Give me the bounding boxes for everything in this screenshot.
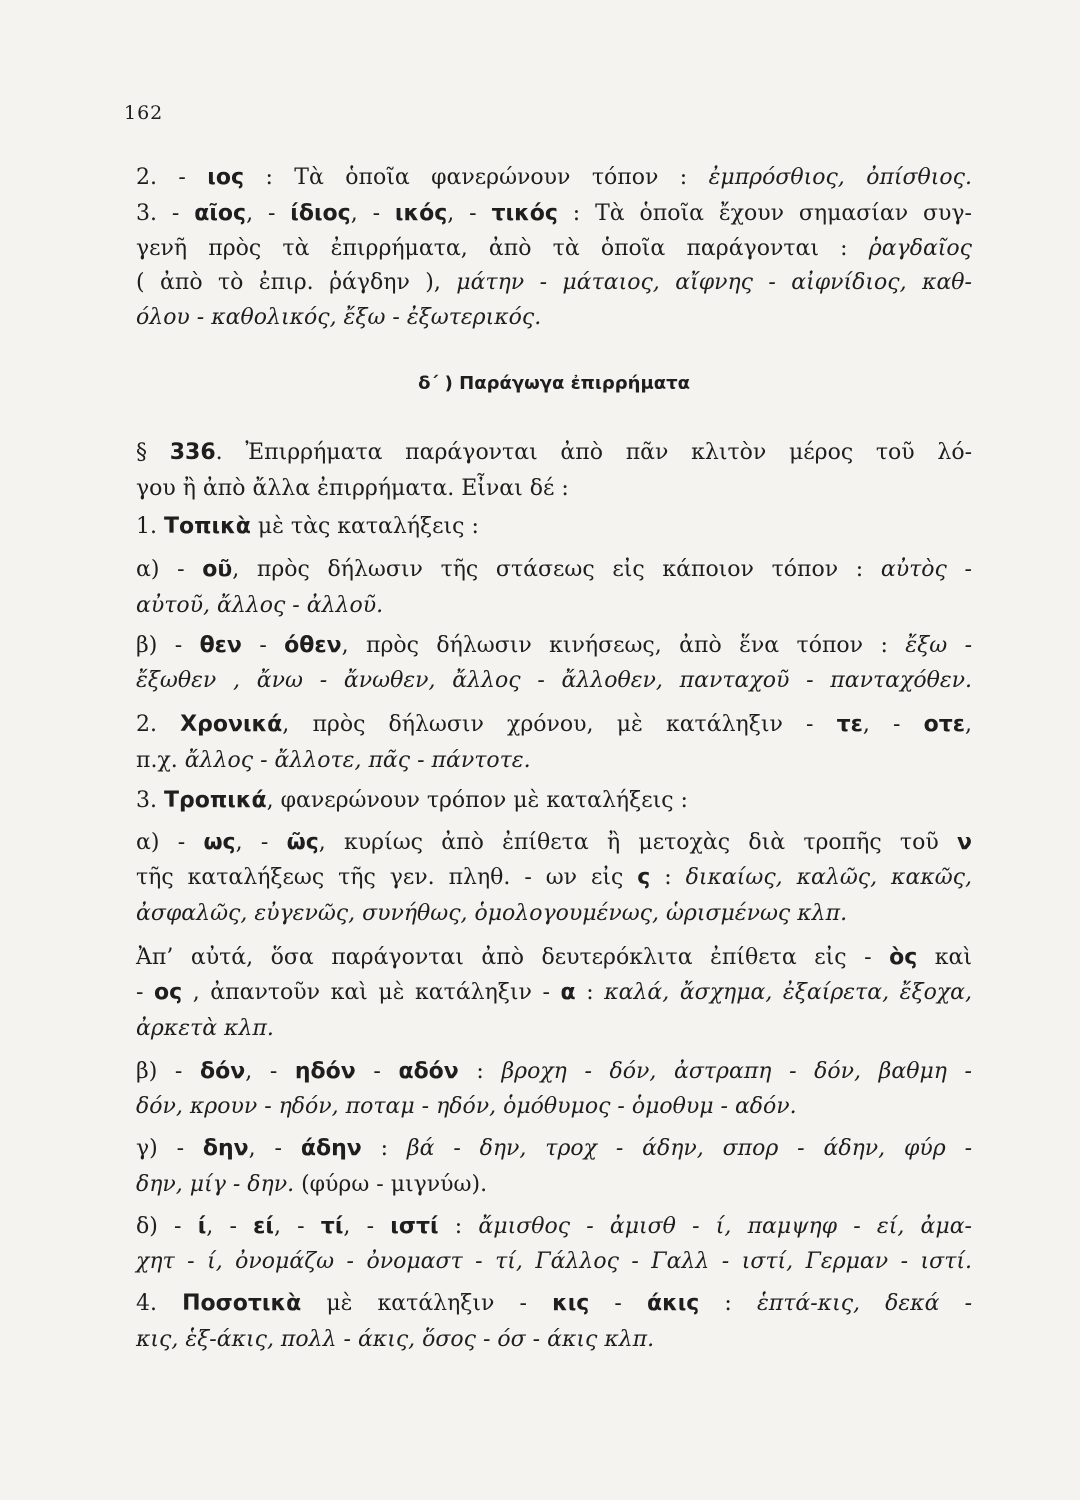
text-segment: , -: [343, 1214, 391, 1239]
text-line: [136, 303, 972, 333]
text-segment: δην: [202, 1136, 249, 1161]
text-segment: δόν, κρουν - ηδόν, ποταμ - ηδόν, ὁμόθυμος - ὁμοθυμ - αδόν.: [136, 1094, 797, 1119]
text-segment: π.χ.: [136, 748, 185, 773]
text-segment: :: [361, 1136, 407, 1161]
text-line: [136, 1212, 972, 1242]
text-segment: , -: [235, 830, 287, 855]
text-segment: άδην: [300, 1136, 362, 1161]
text-segment: ἀσφαλῶς, εὐγενῶς, συνήθως, ὁμολογουμένως, ὡρισμένως κλπ.: [136, 901, 848, 926]
text-segment: ίδιος: [290, 201, 351, 226]
text-segment: δικαίως, καλῶς, κακῶς,: [685, 865, 972, 890]
text-segment: 1.: [136, 514, 164, 539]
text-segment: -: [136, 980, 155, 1005]
text-segment: -: [589, 1291, 647, 1316]
text-segment: , φανερώνουν τρόπον μὲ καταλήξεις :: [266, 788, 688, 813]
text-line: [136, 474, 972, 504]
text-line: [136, 1014, 972, 1044]
text-segment: βά - δην, τροχ - άδην, σπορ - άδην, φύρ -: [406, 1136, 973, 1161]
section-heading: [136, 369, 972, 399]
text-segment: καλά, ἄσχημα, ἐξαίρετα, ἔξοχα,: [604, 980, 972, 1005]
text-line: [136, 1289, 972, 1319]
text-line: [136, 512, 972, 542]
text-segment: :: [458, 1059, 502, 1084]
text-segment: καὶ: [917, 945, 973, 970]
text-segment: : Τὰ ὁποῖα ἔχουν σημασίαν συγ-: [557, 201, 972, 226]
text-segment: , -: [246, 201, 291, 226]
text-segment: 4.: [136, 1291, 183, 1316]
text-segment: αδόν: [398, 1059, 459, 1084]
text-segment: αῖος: [194, 201, 247, 226]
text-segment: :: [438, 1214, 479, 1239]
text-segment: ιστί: [390, 1214, 439, 1239]
text-line: [136, 863, 972, 893]
text-segment: ἔξωθεν , ἄνω - ἄνωθεν, ἄλλος - ἄλλοθεν, πανταχοῦ - πανταχόθεν.: [136, 668, 972, 693]
text-segment: ικός: [394, 201, 448, 226]
text-segment: 336: [169, 440, 216, 465]
text-segment: -: [241, 633, 285, 658]
text-line: [136, 163, 972, 193]
text-segment: τῆς καταλήξεως τῆς γεν. πληθ. - ων εἰς: [136, 865, 638, 890]
text-line: [136, 438, 972, 468]
text-segment: α: [560, 980, 576, 1005]
text-segment: γ) -: [136, 1136, 203, 1161]
text-segment: , -: [447, 201, 492, 226]
text-segment: γενῆ πρὸς τὰ ἐπιρρήματα, ἀπὸ τὰ ὁποῖα παράγονται :: [136, 236, 869, 261]
text-segment: ος: [154, 980, 183, 1005]
text-segment: ἄμισθος - ἀμισθ - ί, παμψηφ - εί, ἀμα-: [478, 1214, 972, 1239]
text-segment: ἐμπρόσθιος, ὀπίσθιος.: [708, 165, 972, 190]
text-segment: ,: [965, 712, 973, 737]
text-segment: , -: [273, 1214, 321, 1239]
text-line: [136, 786, 972, 816]
text-segment: κις: [552, 1291, 590, 1316]
text-segment: αὐτοῦ, ἄλλος - ἀλλοῦ.: [136, 593, 384, 618]
text-segment: Ἀπ’ αὐτά, ὅσα παράγονται ἀπὸ δευτερόκλιτα ἐπίθετα εἰς -: [136, 945, 890, 970]
text-segment: 2. -: [136, 165, 208, 190]
text-line: [136, 978, 972, 1008]
text-line: [136, 591, 972, 621]
text-line: [136, 1247, 972, 1277]
text-segment: Τροπικά: [163, 788, 267, 813]
text-line: [136, 666, 972, 696]
text-segment: , -: [245, 1059, 295, 1084]
text-segment: χητ - ί, ὀνομάζω - ὀνομαστ - τί, Γάλλος - Γαλλ - ιστί, Γερμαν - ιστί.: [136, 1249, 972, 1274]
text-segment: β) -: [136, 633, 200, 658]
text-segment: -: [355, 1059, 399, 1084]
text-segment: ἀρκετὰ κλπ.: [136, 1016, 274, 1041]
text-segment: αὐτὸς -: [880, 557, 972, 582]
text-segment: 2.: [136, 712, 181, 737]
text-segment: , -: [206, 1214, 254, 1239]
text-segment: ἑπτά-κις, δεκά -: [756, 1291, 973, 1316]
text-segment: , πρὸς δήλωσιν τῆς στάσεως εἰς κάποιον τόπον :: [232, 557, 881, 582]
text-segment: :: [575, 980, 605, 1005]
text-segment: §: [136, 440, 170, 465]
text-segment: μάτην - μάταιος, αἴφνης - αἰφνίδιος, καθ-: [456, 270, 972, 295]
text-segment: , κυρίως ἀπὸ ἐπίθετα ἢ μετοχὰς διὰ τροπῆς τοῦ: [318, 830, 957, 855]
text-segment: δ΄ ) Παράγωγα ἐπιρρήματα: [418, 373, 690, 394]
text-segment: κις, ἑξ-άκις, πολλ - άκις, ὅσος - όσ - άκις κλπ.: [136, 1327, 655, 1352]
text-segment: , -: [862, 712, 924, 737]
text-line: [136, 199, 972, 229]
text-segment: α) -: [136, 557, 203, 582]
text-line: [136, 234, 972, 264]
text-segment: ηδόν: [294, 1059, 356, 1084]
text-segment: όθεν: [284, 633, 342, 658]
text-segment: :: [699, 1291, 757, 1316]
text-segment: οῦ: [202, 557, 233, 582]
text-segment: δην, μίγ - δην.: [136, 1172, 295, 1197]
text-segment: , -: [350, 201, 395, 226]
text-line: [136, 710, 972, 740]
text-segment: τί: [320, 1214, 344, 1239]
text-segment: (φύρω - μιγνύω).: [294, 1172, 488, 1197]
text-segment: 3. -: [136, 201, 195, 226]
text-segment: μὲ κατάληξιν -: [301, 1291, 553, 1316]
text-segment: :: [650, 865, 686, 890]
text-segment: ως: [203, 830, 236, 855]
text-segment: : Τὰ ὁποῖα φανερώνουν τόπον :: [244, 165, 709, 190]
text-segment: τικός: [491, 201, 558, 226]
text-segment: α) -: [136, 830, 204, 855]
text-segment: Χρονικά: [180, 712, 283, 737]
text-segment: 3.: [136, 788, 164, 813]
text-segment: β) -: [136, 1059, 200, 1084]
text-segment: ν: [957, 830, 972, 855]
text-line: [136, 1057, 972, 1087]
text-segment: , πρὸς δήλωσιν χρόνου, μὲ κατάληξιν -: [282, 712, 837, 737]
text-segment: ιος: [207, 165, 245, 190]
text-segment: εί: [253, 1214, 274, 1239]
text-segment: ἄλλος - ἄλλοτε, πᾶς - πάντοτε.: [184, 748, 531, 773]
text-segment: ῶς: [286, 830, 319, 855]
text-segment: οτε: [923, 712, 966, 737]
text-line: [136, 899, 972, 929]
text-segment: , -: [248, 1136, 301, 1161]
text-segment: . Ἐπιρρήματα παράγονται ἀπὸ πᾶν κλιτὸν μέρος τοῦ λό-: [215, 440, 973, 465]
text-segment: ἔξω -: [905, 633, 973, 658]
text-segment: ί: [197, 1214, 207, 1239]
text-segment: Ποσοτικὰ: [182, 1291, 302, 1316]
text-segment: δόν: [199, 1059, 246, 1084]
text-segment: βροχη - δόν, ἀστραπη - δόν, βαθμη -: [501, 1059, 972, 1084]
text-segment: μὲ τὰς καταλήξεις :: [250, 514, 479, 539]
text-line: [136, 1134, 972, 1164]
text-segment: άκις: [646, 1291, 700, 1316]
text-line: [136, 631, 972, 661]
text-segment: ῥαγδαῖος: [868, 236, 972, 261]
text-line: [136, 1170, 972, 1200]
text-segment: ς: [637, 865, 651, 890]
text-segment: τε: [836, 712, 863, 737]
text-line: [136, 828, 972, 858]
text-segment: θεν: [199, 633, 242, 658]
text-line: [136, 746, 972, 776]
text-segment: , πρὸς δήλωσιν κινήσεως, ἀπὸ ἕνα τόπον :: [341, 633, 906, 658]
text-line: [136, 268, 972, 298]
text-segment: ὸς: [889, 945, 918, 970]
page-number: 162: [124, 102, 164, 124]
text-segment: όλου - καθολικός, ἔξω - ἐξωτερικός.: [136, 305, 542, 330]
text-segment: δ) -: [136, 1214, 198, 1239]
text-segment: γου ἢ ἀπὸ ἄλλα ἐπιρρήματα. Εἶναι δέ :: [136, 476, 569, 501]
text-line: [136, 943, 972, 973]
text-line: [136, 555, 972, 585]
text-segment: ( ἀπὸ τὸ ἐπιρ. ῥάγδην ),: [136, 270, 457, 295]
text-line: [136, 1325, 972, 1355]
text-segment: Τοπικὰ: [163, 514, 251, 539]
text-segment: , ἀπαντοῦν καὶ μὲ κατάληξιν -: [182, 980, 561, 1005]
text-line: [136, 1092, 972, 1122]
